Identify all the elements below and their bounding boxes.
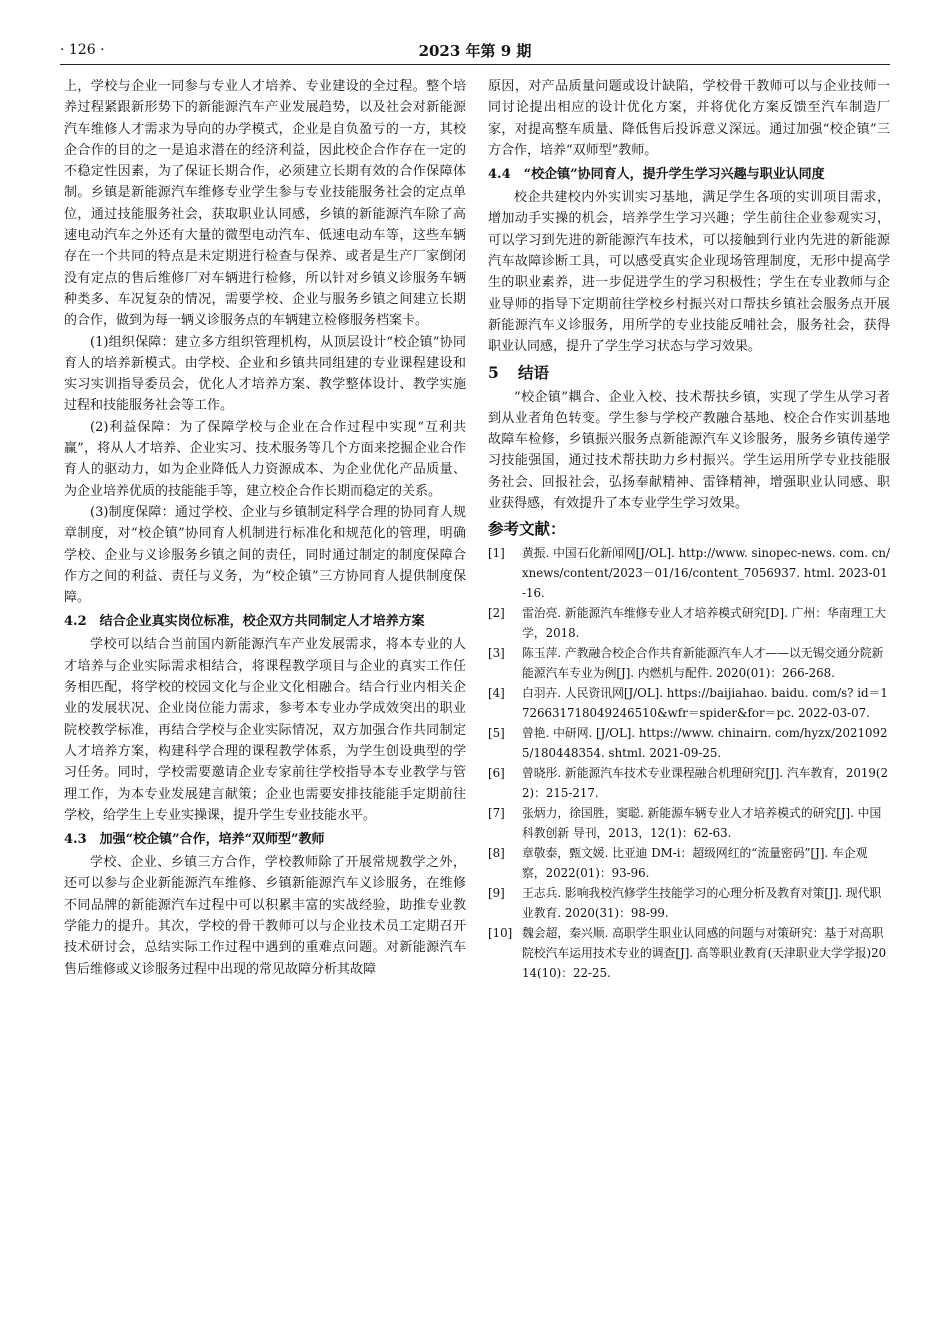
reference-text: 王志兵. 影响我校汽修学生技能学习的心理分析及教育对策[J]. 现代职业教育. 2020(31)：98-99. bbox=[522, 886, 882, 921]
reference-text: 白羽卉. 人民资讯网[J/OL]. https://baijiahao. baidu. com/s? id＝1726631718049246510&wfr＝spider&for＝pc. 2022-03-07. bbox=[522, 686, 888, 721]
reference-number: [7] bbox=[488, 806, 505, 821]
reference-item bbox=[488, 723, 890, 763]
reference-text: 章敬泰，甄文媛. 比亚迪 DM-i：超级网红的“流量密码”[J]. 车企观察，2022(01)：93-96. bbox=[522, 846, 868, 881]
section-4-2-paragraph: 学校可以结合当前国内新能源汽车产业发展需求，将本专业的人才培养与企业实际需求相结合，将课程教学项目与企业的真实工作任务相匹配，将学校的校园文化与企业文化相融合。结合行业内相关企业的发展状况、企业岗位能力需求，参考本专业办学成效突出的职业院校教学标准，再结合学校与企业实际情况，双方加强合作共同制定人才培养方案，构建科学合理的课程教学体系，为学生创设典型的学习任务。同时，学校需要邀请企业专家前往学校指导本专业教学与管理工作，为本专业发展建言献策；企业也需要安排技能能手定期前往学校，给学生上专业实操课，提升学生专业技能水平。 bbox=[64, 637, 466, 823]
reference-number: [4] bbox=[488, 686, 505, 701]
reference-item bbox=[488, 803, 890, 843]
reference-text: 黄振. 中国石化新闻网[J/OL]. http://www. sinopec-news. com. cn/xnews/content/2023－01/16/content_7056937. html. 2023-01-16. bbox=[522, 546, 890, 601]
reference-number: [5] bbox=[488, 726, 505, 741]
section-4-3-heading: 4.3 加强“校企镇”合作，培养“双师型”教师 bbox=[64, 832, 325, 848]
reference-number: [1] bbox=[488, 546, 505, 561]
reference-text: 张炳力，徐国胜，窦聪. 新能源车辆专业人才培养模式的研究[J]. 中国科教创新 导刊，2013，12(1)：62-63. bbox=[522, 806, 882, 841]
reference-item bbox=[488, 603, 890, 643]
reference-text: 雷治亮. 新能源汽车维修专业人才培养模式研究[D]. 广州：华南理工大学，2018. bbox=[522, 606, 886, 641]
reference-number: [2] bbox=[488, 606, 505, 621]
reference-item bbox=[488, 683, 890, 723]
benefit-paragraph: (2)利益保障：为了保障学校与企业在合作过程中实现“互利共赢”，将从人才培养、企业实习、技术服务等几个方面来挖掘企业合作育人的驱动力，如为企业降低人力资源成本、为企业优化产品质量、为企业培养优质的技能能手等，建立校企合作长期而稳定的关系。 bbox=[64, 419, 466, 499]
references-heading: 参考文献： bbox=[488, 519, 566, 539]
section-5-heading bbox=[488, 361, 890, 385]
reference-number: [10] bbox=[488, 926, 513, 941]
header-rule bbox=[60, 64, 890, 65]
section-5-number: 5 bbox=[488, 362, 499, 382]
reference-text: 曾艳. 中研网. [J/OL]. https://www. chinairn. com/hyzx/20210925/180448354. shtml. 2021-09-25. bbox=[522, 726, 888, 761]
reference-item bbox=[488, 543, 890, 603]
reference-number: [6] bbox=[488, 766, 505, 781]
journal-issue: 2023 年第 9 期 bbox=[418, 42, 532, 60]
reference-text: 魏会超，秦兴顺. 高职学生职业认同感的问题与对策研究：基于对高职院校汽车运用技术专业的调查[J]. 高等职业教育(天津职业大学学报)2014(10)：22-25. bbox=[522, 926, 887, 981]
system-paragraph: (3)制度保障：通过学校、企业与乡镇制定科学合理的协同育人规章制度，对“校企镇”协同育人机制进行标准化和规范化的管理，明确学校、企业与义诊服务乡镇之间的责任，同时通过制定的制度保障合作方之间的利益、责任与义务，为“校企镇”三方协同育人提供制度保障。 bbox=[64, 504, 466, 606]
section-4-4-paragraph: 校企共建校内外实训实习基地，满足学生各项的实训项目需求，增加动手实操的机会，培养学生学习兴趣；学生前往企业参观实习，可以学习到先进的新能源汽车技术，可以接触到行业内先进的新能源汽车故障诊断工具，可以感受真实企业现场管理制度，无形中提高学生的职业素养，进一步促进学生的学习积极性；学生在专业教师与企业导师的指导下定期前往学校乡村振兴对口帮扶乡镇社会服务点开展新能源汽车义诊服务，用所学的专业技能反哺社会，服务社会，获得职业认同感，提升了学生学习状态与学习效果。 bbox=[488, 190, 890, 355]
reference-number: [3] bbox=[488, 646, 505, 661]
reference-number: [9] bbox=[488, 886, 505, 901]
reference-item bbox=[488, 883, 890, 923]
reference-text: 陈玉萍. 产教融合校企合作共育新能源汽车人才——以无锡交通分院新能源汽车专业为例[J]. 内燃机与配件. 2020(01)：266-268. bbox=[522, 646, 884, 681]
reference-item bbox=[488, 763, 890, 803]
section-4-4-heading: 4.4 “校企镇”协同育人，提升学生学习兴趣与职业认同度 bbox=[488, 167, 825, 183]
reference-list bbox=[488, 543, 890, 983]
reference-text: 曾晓彤. 新能源汽车技术专业课程融合机理研究[J]. 汽车教育，2019(22)：215-217. bbox=[522, 766, 888, 801]
reference-number: [8] bbox=[488, 846, 505, 861]
continued-paragraph: 原因，对产品质量问题或设计缺陷，学校骨干教师可以与企业技师一同讨论提出相应的设计优化方案，并将优化方案反馈至汽车制造厂家，对提高整车质量、降低售后投诉意义深远。通过加强“校企镇”三方合作，培养“双师型”教师。 bbox=[488, 79, 890, 158]
section-4-3-paragraph: 学校、企业、乡镇三方合作，学校教师除了开展常规教学之外，还可以参与企业新能源汽车维修、乡镇新能源汽车义诊服务，在维修不同品牌的新能源汽车过程中可以积累丰富的实战经验，助推专业教学能力的提升。其次，学校的骨干教师可以与企业技术员工定期召开技术研讨会，总结实际工作过程中遇到的重难点问题。对新能源汽车售后维修或义诊服务过程中出现的常见故障分析其故障 bbox=[64, 855, 466, 977]
conclusion-paragraph: “校企镇”耦合、企业入校、技术帮扶乡镇，实现了学生从学习者到从业者角色转变。学生参与学校产教融合基地、校企合作实训基地故障车检修，乡镇振兴服务点新能源汽车义诊服务，服务乡镇传递学习技能强国，通过技术帮扶助力乡村振兴。学生运用所学专业技能服务社会、回报社会，弘扬奉献精神、雷锋精神，增强职业认同感、职业获得感，有效提升了本专业学生学习效果。 bbox=[488, 389, 890, 512]
organization-paragraph: (1)组织保障：建立多方组织管理机构，从顶层设计“校企镇”协同育人的培养新模式。由学校、企业和乡镇共同组建的专业课程建设和实习实训指导委员会，优化人才培养方案、教学整体设计、教学实施过程和技能服务社会等工作。 bbox=[64, 334, 466, 414]
page-number: · 126 · bbox=[60, 42, 105, 58]
reference-item bbox=[488, 923, 890, 983]
right-column bbox=[488, 76, 890, 983]
section-4-2-heading: 4.2 结合企业真实岗位标准，校企双方共同制定人才培养方案 bbox=[64, 614, 425, 630]
section-5-title: 结语 bbox=[518, 362, 550, 382]
reference-item bbox=[488, 843, 890, 883]
reference-item bbox=[488, 643, 890, 683]
intro-paragraph: 上，学校与企业一同参与专业人才培养、专业建设的全过程。整个培养过程紧跟新形势下的新能源汽车产业发展趋势，以及社会对新能源汽车维修人才需求为导向的办学模式，企业是自负盈亏的一方，其校企合作的目的之一是追求潜在的经济利益，因此校企合作存在一定的不稳定性因素，为了保证长期合作，必须建立长期有效的合作保障体制。乡镇是新能源汽车维修专业学生参与专业技能服务社会的定点单位，通过技能服务社会，获取职业认同感，乡镇的新能源汽车除了高速电动汽车之外还有大量的微型电动汽车、低速电动车等，这些车辆存在一个共同的特点是未定期进行检查与保养、或者是生产厂家倒闭没有定点的售后维修厂对车辆进行检修，所以针对乡镇义诊服务车辆种类多、车况复杂的情况，需要学校、企业与服务乡镇之间建立长期的合作，做到为每一辆义诊服务点的车辆建立检修服务档案卡。 bbox=[64, 79, 466, 329]
left-column bbox=[64, 76, 466, 980]
